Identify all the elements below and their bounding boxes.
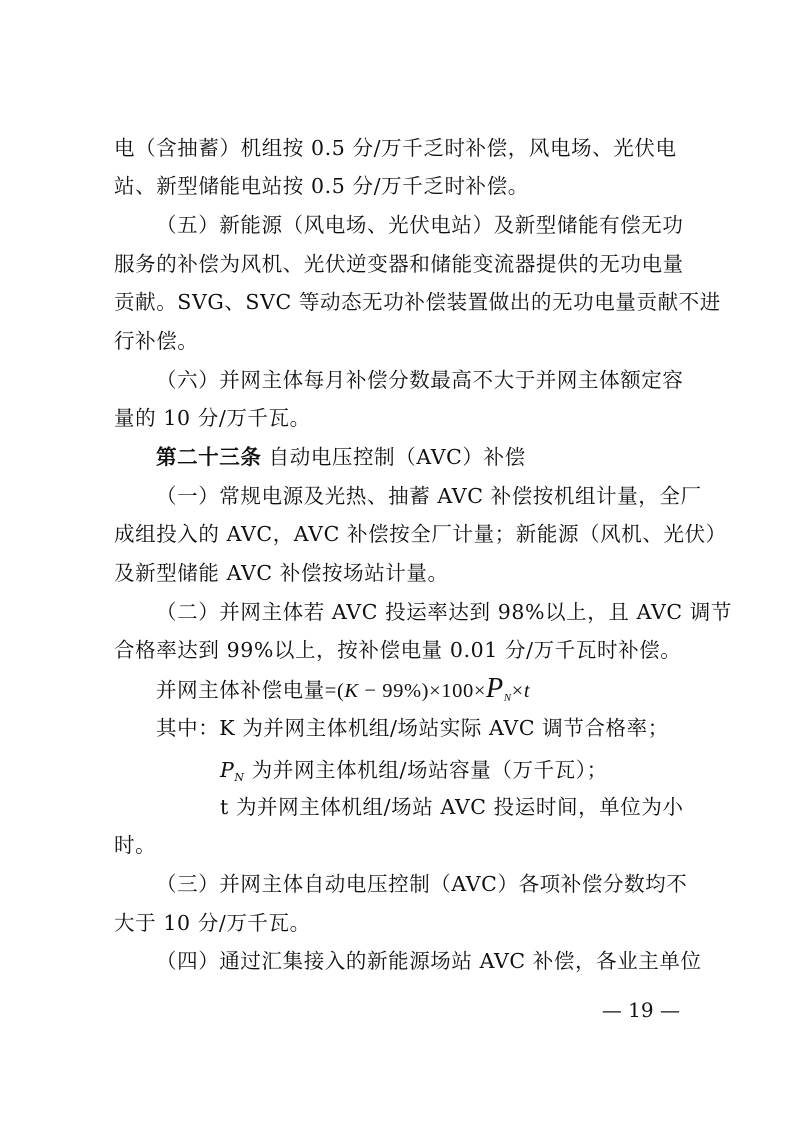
page-number: — 19 —	[601, 998, 680, 1022]
paragraph-3: （三）并网主体自动电压控制（AVC）各项补偿分数均不	[156, 872, 688, 896]
paragraph-2: （二）并网主体若 AVC 投运率达到 98%以上，且 AVC 调节	[156, 600, 732, 624]
article-23-heading	[156, 444, 686, 470]
where-line-pn: $P_N$ 为并网主体机组/场站容量（万千瓦）；	[220, 758, 608, 784]
body-line: 服务的补偿为风机、光伏逆变器和储能变流器提供的无功电量	[114, 252, 684, 276]
article-title: 自动电压控制（AVC）补偿	[268, 445, 526, 469]
body-line: 贡献。SVG、SVC 等动态无功补偿装置做出的无功电量贡献不进	[114, 290, 721, 314]
body-line: 站、新型储能电站按 0.5 分/万千乏时补偿。	[114, 174, 529, 198]
paragraph-4: （四）通过汇集接入的新能源场站 AVC 补偿，各业主单位	[156, 949, 702, 973]
body-line: 时。	[114, 833, 157, 857]
body-line: 量的 10 分/万千瓦。	[114, 406, 311, 430]
body-line: 合格率达到 99%以上，按补偿电量 0.01 分/万千瓦时补偿。	[114, 638, 682, 662]
paragraph-5: （五）新能源（风电场、光伏电站）及新型储能有偿无功	[156, 213, 684, 237]
compensation-formula: 并网主体补偿电量$=(K - 99\%)\times 100\times P_N\times t$	[156, 673, 531, 704]
paragraph-1: （一）常规电源及光热、抽蓄 AVC 补偿按机组计量，全厂	[156, 484, 702, 508]
body-line: 成组投入的 AVC，AVC 补偿按全厂计量；新能源（风机、光伏）	[114, 522, 727, 546]
where-line-k: 其中：K 为并网主体机组/场站实际 AVC 调节合格率；	[156, 716, 669, 740]
formula-label: 并网主体补偿电量=	[156, 680, 337, 702]
body-line: 及新型储能 AVC 补偿按场站计量。	[114, 561, 449, 585]
where-line-t: t 为并网主体机组/场站 AVC 投运时间，单位为小	[220, 795, 684, 819]
body-line: 大于 10 分/万千瓦。	[114, 911, 311, 935]
body-line: 行补偿。	[114, 329, 199, 353]
body-line: 电（含抽蓄）机组按 0.5 分/万千乏时补偿，风电场、光伏电	[114, 136, 677, 160]
article-number: 第二十三条	[156, 445, 262, 469]
paragraph-6: （六）并网主体每月补偿分数最高不大于并网主体额定容	[156, 368, 684, 392]
